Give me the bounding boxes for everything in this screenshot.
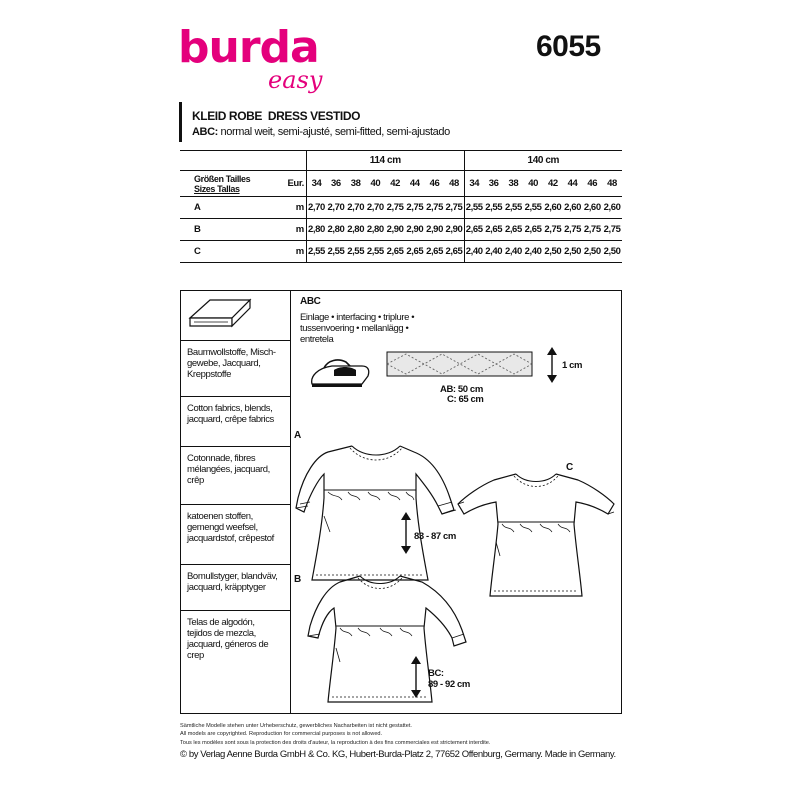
yardage-cell: 2,70 [326,197,346,219]
yardage-cell: 2,55 [306,241,326,263]
fabric-suggestions [181,291,291,713]
yardage-cell: 2,75 [543,219,563,241]
size-cell: 48 [602,171,622,197]
size-cell: 44 [563,171,583,197]
length-bc: 89 - 92 cm [428,679,470,690]
view-label: A [180,197,287,219]
yardage-cell: 2,90 [405,219,425,241]
interfacing-views: ABC [300,296,321,307]
yardage-cell: 2,75 [563,219,583,241]
footer [180,722,620,761]
yardage-cell: 2,55 [326,241,346,263]
fabric-suggestion: Baumwollstoffe, Misch- gewebe, Jacquard, Kreppstoffe [181,341,290,397]
yardage-cell: 2,70 [346,197,366,219]
yardage-cell: 2,80 [326,219,346,241]
yardage-cell: 2,65 [484,219,504,241]
yardage-cell: 2,60 [563,197,583,219]
folded-fabric-icon [186,296,254,332]
interfacing-length-c: C: 65 cm [447,394,484,405]
yardage-cell: 2,80 [366,219,386,241]
yardage-cell: 2,55 [504,197,524,219]
fabric-suggestion: Bomullstyger, blandväv, jacquard, kräpptyger [181,565,290,611]
brand-line: easy [268,66,323,94]
length-bc-arrow-icon [410,654,422,700]
yardage-cell: 2,65 [405,241,425,263]
view-b-label: B [294,574,302,585]
pattern-number: 6055 [536,30,601,63]
yardage-cell: 2,70 [306,197,326,219]
fabric-suggestion: Cotton fabrics, blends, jacquard, crêpe fabrics [181,397,290,447]
fit-label: ABC: [192,126,218,138]
size-cell: 34 [464,171,484,197]
size-cell: 40 [523,171,543,197]
size-cell: 36 [326,171,346,197]
yardage-cell: 2,55 [523,197,543,219]
unit: m [287,197,306,219]
view-label: C [180,241,287,263]
brand-logo [178,22,338,100]
size-cell: 38 [504,171,524,197]
legal-notice-de: Sämtliche Modelle stehen unter Urheberschutz, gewerbliches Nacharbeiten ist nicht gestattet. [180,723,412,729]
size-cell: 42 [385,171,405,197]
size-header [180,171,287,197]
yardage-row [180,219,622,241]
yardage-cell: 2,65 [425,241,445,263]
size-cell: 38 [346,171,366,197]
yardage-cell: 2,80 [346,219,366,241]
yardage-cell: 2,70 [366,197,386,219]
yardage-cell: 2,50 [543,241,563,263]
interfacing-strip [386,350,536,380]
yardage-cell: 2,90 [425,219,445,241]
yardage-cell: 2,90 [385,219,405,241]
length-a: 83 - 87 cm [414,531,456,542]
yardage-cell: 2,80 [306,219,326,241]
fit-text: normal weit, semi-ajusté, semi-fitted, semi-ajustado [217,126,450,138]
size-header-en-es: Sizes Tallas [194,183,240,194]
yardage-cell: 2,60 [582,197,602,219]
length-bc-label: BC: [428,668,444,679]
fit-description [192,126,450,138]
yardage-cell: 2,75 [385,197,405,219]
size-cell: 48 [444,171,464,197]
view-c-label: C [566,462,574,473]
dress-c-drawing [456,468,616,608]
view-a-label: A [294,430,302,441]
yardage-cell: 2,60 [602,197,622,219]
dress-a-drawing [288,428,468,588]
size-cell: 40 [366,171,386,197]
yardage-cell: 2,40 [464,241,484,263]
yardage-cell: 2,65 [385,241,405,263]
fabric-suggestion: katoenen stoffen, gemengd weefsel, jacquardstof, crêpestof [181,505,290,565]
yardage-row [180,241,622,263]
size-cell: 34 [306,171,326,197]
yardage-cell: 2,40 [504,241,524,263]
yardage-cell: 2,55 [484,197,504,219]
yardage-cell: 2,65 [464,219,484,241]
yardage-cell: 2,50 [563,241,583,263]
yardage-row [180,197,622,219]
strip-width-arrow-icon [546,345,558,385]
interfacing-length-ab: AB: 50 cm [440,384,483,395]
yardage-cell: 2,65 [504,219,524,241]
yardage-cell: 2,40 [484,241,504,263]
garment-title: KLEID ROBE DRESS VESTIDO [192,109,361,123]
yardage-cell: 2,65 [523,219,543,241]
fabric-width-140: 140 cm [464,151,622,171]
legal-notice-fr: Tous les modèles sont sous la protection des droits d'auteur, la reproduction à des fins commerciales est strictement interdite. [180,739,491,746]
fabric-width-row [180,151,622,171]
length-a-arrow-icon [400,510,412,556]
iron-icon [306,356,372,390]
view-label: B [180,219,287,241]
size-cell: 42 [543,171,563,197]
yardage-cell: 2,75 [582,219,602,241]
size-header-de-fr: Größen Tailles [194,173,251,184]
size-cell: 46 [425,171,445,197]
size-system: Eur. [287,171,306,197]
yardage-cell: 2,60 [543,197,563,219]
copyright: © by Verlag Aenne Burda GmbH & Co. KG, Hubert-Burda-Platz 2, 77652 Offenburg, Germany. Made in Germany. [180,749,616,761]
yardage-cell: 2,40 [523,241,543,263]
size-cell: 36 [484,171,504,197]
brand-name: burda [178,22,319,73]
yardage-cell: 2,55 [464,197,484,219]
size-cell: 44 [405,171,425,197]
legal-notice-en: All models are copyrighted. Reproduction for commercial purposes is not allowed. [180,731,383,738]
unit: m [287,241,306,263]
yardage-cell: 2,50 [602,241,622,263]
yardage-cell: 2,50 [582,241,602,263]
strip-width: 1 cm [562,360,583,371]
yardage-cell: 2,55 [366,241,386,263]
yardage-cell: 2,75 [444,197,464,219]
yardage-cell: 2,90 [444,219,464,241]
yardage-cell: 2,55 [346,241,366,263]
title-rule [179,102,182,142]
yardage-cell: 2,75 [405,197,425,219]
yardage-table [180,150,622,263]
size-row [180,171,622,197]
size-cell: 46 [582,171,602,197]
fabric-suggestion: Telas de algodón, tejidos de mezcla, jacquard, géneros de crep [187,617,269,661]
yardage-cell: 2,65 [444,241,464,263]
interfacing-text: Einlage • interfacing • triplure • tussenvoering • mellanlägg • entretela [300,312,415,345]
fabric-suggestion: Cotonnade, fibres mélangées, jacquard, crêp [181,447,290,505]
yardage-cell: 2,75 [602,219,622,241]
fabric-width-114: 114 cm [306,151,464,171]
unit: m [287,219,306,241]
yardage-cell: 2,75 [425,197,445,219]
